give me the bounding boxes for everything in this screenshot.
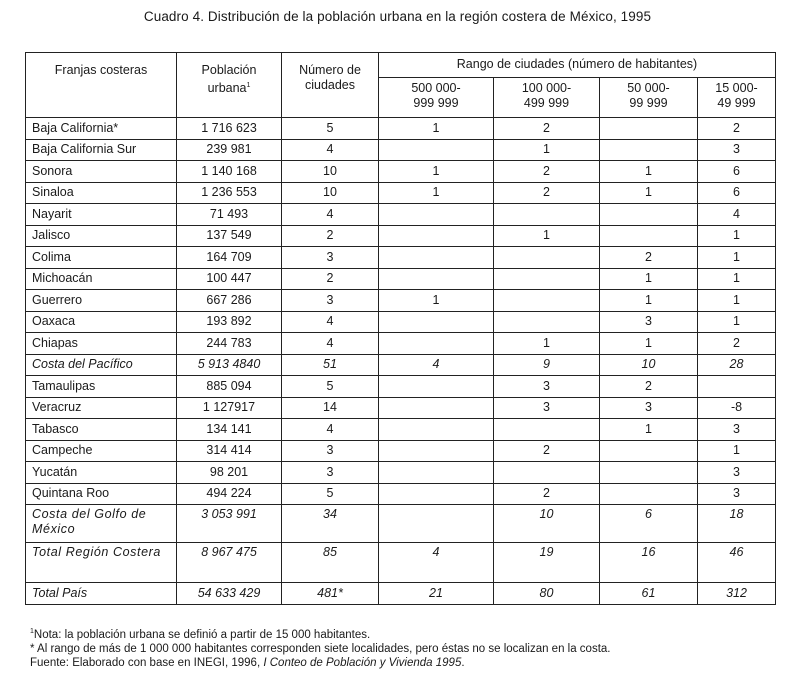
footnote-1 <box>30 625 611 642</box>
cell-range-100k: 9 <box>494 354 600 376</box>
header-rango: Rango de ciudades (número de habitantes) <box>379 53 776 78</box>
cell-population: 239 981 <box>177 139 282 161</box>
cell-num-cities: 10 <box>282 161 379 183</box>
cell-range-50k: 1 <box>600 268 698 290</box>
cell-range-15k: 1 <box>698 225 776 247</box>
table-row <box>26 354 776 376</box>
footnote-2: * Al rango de más de 1 000 000 habitantes corresponden siete localidades, pero éstas no se localizan en la costa. <box>30 642 611 655</box>
header-franjas: Franjas costeras <box>26 53 177 118</box>
cell-range-500k <box>379 225 494 247</box>
cell-range-15k: 1 <box>698 440 776 462</box>
cell-population: 5 913 4840 <box>177 354 282 376</box>
cell-range-500k <box>379 483 494 505</box>
cell-range-100k: 19 <box>494 543 600 583</box>
cell-population: 134 141 <box>177 419 282 441</box>
cell-range-15k: 3 <box>698 483 776 505</box>
cell-range-15k: 2 <box>698 118 776 140</box>
cell-range-50k <box>600 462 698 484</box>
cell-region: Veracruz <box>26 397 177 419</box>
cell-range-15k: 312 <box>698 583 776 605</box>
cell-num-cities: 14 <box>282 397 379 419</box>
cell-range-500k <box>379 139 494 161</box>
cell-population: 1 127917 <box>177 397 282 419</box>
cell-range-500k: 4 <box>379 354 494 376</box>
cell-population: 3 053 991 <box>177 505 282 543</box>
cell-region: Sonora <box>26 161 177 183</box>
cell-num-cities: 3 <box>282 247 379 269</box>
cell-population: 54 633 429 <box>177 583 282 605</box>
table-row <box>26 182 776 204</box>
cell-range-100k: 1 <box>494 225 600 247</box>
cell-range-15k: 46 <box>698 543 776 583</box>
cell-range-50k: 16 <box>600 543 698 583</box>
footnote-1-marker: 1 <box>30 628 34 635</box>
cell-range-100k: 2 <box>494 483 600 505</box>
cell-range-500k <box>379 376 494 398</box>
header-range-2 <box>494 78 600 118</box>
table-body <box>26 118 776 605</box>
cell-population: 1 140 168 <box>177 161 282 183</box>
source-prefix: Fuente: Elaborado con base en INEGI, 1996, <box>30 656 264 669</box>
header-range-line1: 500 000- <box>411 81 461 95</box>
cell-range-500k <box>379 311 494 333</box>
cell-region: Baja California Sur <box>26 139 177 161</box>
cell-population: 164 709 <box>177 247 282 269</box>
cell-range-500k: 1 <box>379 182 494 204</box>
cell-population: 193 892 <box>177 311 282 333</box>
header-poblacion-footnote: 1 <box>246 82 251 89</box>
header-range-line2: 99 999 <box>629 96 668 110</box>
table-row <box>26 161 776 183</box>
cell-num-cities: 10 <box>282 182 379 204</box>
cell-num-cities: 4 <box>282 139 379 161</box>
header-range-line2: 499 999 <box>523 96 570 110</box>
cell-range-50k <box>600 118 698 140</box>
table-row <box>26 247 776 269</box>
table-row <box>26 225 776 247</box>
cell-range-50k: 1 <box>600 290 698 312</box>
cell-range-500k <box>379 397 494 419</box>
cell-range-100k: 2 <box>494 161 600 183</box>
cell-population: 100 447 <box>177 268 282 290</box>
footnotes <box>30 625 611 670</box>
cell-num-cities: 5 <box>282 118 379 140</box>
cell-region: Colima <box>26 247 177 269</box>
cell-range-100k: 3 <box>494 376 600 398</box>
header-numero-line2: ciudades <box>304 78 356 92</box>
cell-region: Costa del Golfo de México <box>26 505 177 543</box>
table-row <box>26 583 776 605</box>
cell-range-15k: 4 <box>698 204 776 226</box>
cell-range-100k: 10 <box>494 505 600 543</box>
cell-region: Total País <box>26 583 177 605</box>
cell-range-15k: 2 <box>698 333 776 355</box>
cell-population: 667 286 <box>177 290 282 312</box>
cell-range-15k: 3 <box>698 419 776 441</box>
cell-num-cities: 3 <box>282 462 379 484</box>
cell-range-100k <box>494 419 600 441</box>
table-row <box>26 419 776 441</box>
cell-range-500k <box>379 419 494 441</box>
table-row <box>26 462 776 484</box>
cell-range-50k <box>600 204 698 226</box>
cell-range-100k <box>494 268 600 290</box>
cell-num-cities: 2 <box>282 268 379 290</box>
cell-range-15k: 6 <box>698 182 776 204</box>
cell-range-500k: 1 <box>379 161 494 183</box>
header-poblacion-line2: urbana <box>207 81 247 96</box>
cell-num-cities: 4 <box>282 204 379 226</box>
cell-num-cities: 2 <box>282 225 379 247</box>
cell-range-100k: 2 <box>494 440 600 462</box>
source-note <box>30 656 611 670</box>
source-title: I Conteo de Población y Vivienda 1995 <box>263 656 462 669</box>
table-row <box>26 204 776 226</box>
cell-range-50k: 1 <box>600 182 698 204</box>
footnote-1-text: Nota: la población urbana se definió a partir de 15 000 habitantes. <box>33 628 371 641</box>
cell-region: Campeche <box>26 440 177 462</box>
cell-population: 137 549 <box>177 225 282 247</box>
cell-range-15k: 1 <box>698 311 776 333</box>
cell-range-500k <box>379 333 494 355</box>
cell-range-15k: 1 <box>698 290 776 312</box>
cell-range-50k: 61 <box>600 583 698 605</box>
table-row <box>26 505 776 543</box>
cell-range-50k: 2 <box>600 247 698 269</box>
header-row-1 <box>26 53 776 78</box>
cell-num-cities: 34 <box>282 505 379 543</box>
header-range-line1: 15 000- <box>715 81 758 95</box>
header-range-4 <box>698 78 776 118</box>
cell-num-cities: 4 <box>282 311 379 333</box>
header-range-line2: 49 999 <box>717 96 756 110</box>
cell-num-cities: 5 <box>282 376 379 398</box>
cell-population: 71 493 <box>177 204 282 226</box>
cell-range-500k: 21 <box>379 583 494 605</box>
header-range-line1: 100 000- <box>521 81 572 95</box>
cell-population: 8 967 475 <box>177 543 282 583</box>
cell-region: Oaxaca <box>26 311 177 333</box>
cell-range-50k: 10 <box>600 354 698 376</box>
table-row <box>26 376 776 398</box>
cell-region: Total Región Costera <box>26 543 177 583</box>
table-row <box>26 543 776 583</box>
cell-region: Yucatán <box>26 462 177 484</box>
cell-population: 1 716 623 <box>177 118 282 140</box>
table-row <box>26 333 776 355</box>
cell-region: Chiapas <box>26 333 177 355</box>
cell-num-cities: 51 <box>282 354 379 376</box>
cell-range-15k: 28 <box>698 354 776 376</box>
table-row <box>26 483 776 505</box>
cell-range-100k <box>494 311 600 333</box>
cell-region: Nayarit <box>26 204 177 226</box>
cell-range-500k: 4 <box>379 543 494 583</box>
cell-population: 1 236 553 <box>177 182 282 204</box>
cell-range-15k: 18 <box>698 505 776 543</box>
cell-region: Sinaloa <box>26 182 177 204</box>
cell-range-100k: 1 <box>494 139 600 161</box>
cell-num-cities: 4 <box>282 333 379 355</box>
cell-num-cities: 5 <box>282 483 379 505</box>
cell-region: Guerrero <box>26 290 177 312</box>
cell-range-15k: 1 <box>698 247 776 269</box>
cell-range-50k: 2 <box>600 376 698 398</box>
cell-region: Quintana Roo <box>26 483 177 505</box>
cell-population: 494 224 <box>177 483 282 505</box>
cell-range-100k <box>494 290 600 312</box>
cell-range-50k: 1 <box>600 161 698 183</box>
cell-range-500k <box>379 505 494 543</box>
cell-range-50k: 1 <box>600 419 698 441</box>
header-numero-line1: Número de <box>299 63 361 77</box>
cell-range-50k: 3 <box>600 311 698 333</box>
cell-region: Michoacán <box>26 268 177 290</box>
cell-region: Baja California* <box>26 118 177 140</box>
cell-population: 98 201 <box>177 462 282 484</box>
cell-range-15k: 3 <box>698 139 776 161</box>
cell-range-500k <box>379 440 494 462</box>
cell-range-15k: 1 <box>698 268 776 290</box>
cell-range-50k: 6 <box>600 505 698 543</box>
cell-range-15k: 6 <box>698 161 776 183</box>
cell-range-50k <box>600 483 698 505</box>
cell-range-500k <box>379 268 494 290</box>
cell-range-15k: -8 <box>698 397 776 419</box>
table-row <box>26 397 776 419</box>
cell-range-100k: 3 <box>494 397 600 419</box>
table-row <box>26 139 776 161</box>
table-row <box>26 290 776 312</box>
header-range-3 <box>600 78 698 118</box>
cell-num-cities: 85 <box>282 543 379 583</box>
cell-range-500k: 1 <box>379 118 494 140</box>
cell-range-15k <box>698 376 776 398</box>
cell-range-500k <box>379 462 494 484</box>
table-row <box>26 440 776 462</box>
table-row <box>26 118 776 140</box>
cell-num-cities: 3 <box>282 290 379 312</box>
cell-range-100k: 2 <box>494 182 600 204</box>
cell-range-50k <box>600 139 698 161</box>
cell-population: 885 094 <box>177 376 282 398</box>
cell-range-100k: 2 <box>494 118 600 140</box>
cell-range-100k: 1 <box>494 333 600 355</box>
source-suffix: . <box>461 656 465 669</box>
cell-range-50k <box>600 440 698 462</box>
header-range-line2: 999 999 <box>413 96 459 110</box>
cell-population: 314 414 <box>177 440 282 462</box>
cell-range-500k <box>379 204 494 226</box>
cell-num-cities: 3 <box>282 440 379 462</box>
cell-region: Tamaulipas <box>26 376 177 398</box>
cell-num-cities: 481* <box>282 583 379 605</box>
header-poblacion-line1: Población <box>201 63 257 77</box>
cell-range-500k <box>379 247 494 269</box>
cell-range-100k <box>494 204 600 226</box>
cell-range-50k <box>600 225 698 247</box>
cell-range-100k <box>494 462 600 484</box>
cell-region: Costa del Pacífico <box>26 354 177 376</box>
cell-range-50k: 3 <box>600 397 698 419</box>
table-row <box>26 311 776 333</box>
cell-region: Jalisco <box>26 225 177 247</box>
cell-num-cities: 4 <box>282 419 379 441</box>
cell-range-100k <box>494 247 600 269</box>
cell-region: Tabasco <box>26 419 177 441</box>
cell-range-15k: 3 <box>698 462 776 484</box>
header-range-1 <box>379 78 494 118</box>
cell-range-500k: 1 <box>379 290 494 312</box>
cell-range-100k: 80 <box>494 583 600 605</box>
cell-range-50k: 1 <box>600 333 698 355</box>
cell-population: 244 783 <box>177 333 282 355</box>
table-row <box>26 268 776 290</box>
header-poblacion <box>177 53 282 118</box>
header-numero <box>282 53 379 118</box>
population-table <box>25 52 776 605</box>
table-title: Cuadro 4. Distribución de la población urbana en la región costera de México, 1995 <box>143 9 652 24</box>
header-range-line1: 50 000- <box>627 81 670 95</box>
